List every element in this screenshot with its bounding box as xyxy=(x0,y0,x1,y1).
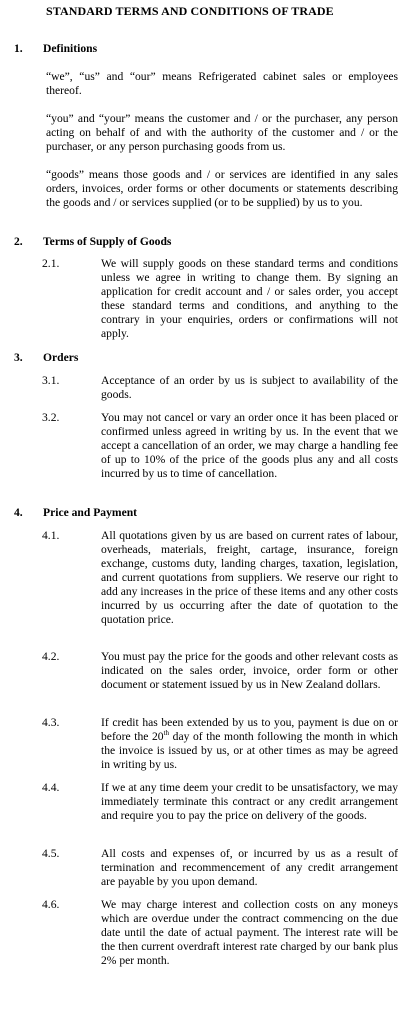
ordinal-suffix: th xyxy=(163,729,170,738)
clause-text: Acceptance of an order by us is subject to availability of the goods. xyxy=(101,374,398,401)
clause-number: 3.2. xyxy=(42,411,60,424)
clause-text: If we at any time deem your credit to be unsatisfactory, we may immediately terminate this contract or any credit arrangement and require you to pay the price on delivery of the goods. xyxy=(101,781,398,822)
clause-number: 3.1. xyxy=(42,374,60,387)
section-number: 2. xyxy=(14,235,23,248)
clause-text: You must pay the price for the goods and other relevant costs as indicated on the sales order, invoice, order form or other document or statement issued by us in New Zealand dollars. xyxy=(101,650,398,691)
clause-text: We will supply goods on these standard terms and conditions unless we agree in writing to change them. By signing an application for credit account and / or sales order, you accept these standard terms and conditions, and anything to the contrary in your enquiries, orders or confirmations will not apply. xyxy=(101,257,398,340)
clause-number: 4.1. xyxy=(42,529,60,542)
section-number: 1. xyxy=(14,42,23,55)
clause-text-part: If credit has been extended by us to you, payment is due on or before the 20 xyxy=(101,716,398,743)
clause-number: 4.5. xyxy=(42,847,60,860)
clause-text-part: day of the month following the month in which the invoice is issued by us, or at other times as may be agreed in writing by us. xyxy=(101,730,398,771)
document-title: STANDARD TERMS AND CONDITIONS OF TRADE xyxy=(46,4,334,18)
clause-text: All quotations given by us are based on current rates of labour, overheads, materials, freight, cartage, insurance, foreign exchange, customs duty, landing charges, taxation, legislation, and current quotations from suppliers. We reserve our right to add any increases in the price of these items and any other costs incurred by us occurring after the date of quotation to the quotation price. xyxy=(101,529,398,626)
section-number: 4. xyxy=(14,506,23,519)
section-title: Definitions xyxy=(43,42,98,55)
clause-text: You may not cancel or vary an order once it has been placed or confirmed unless agreed in writing by us. In the event that we accept a cancellation of an order, we may charge a handling fee of up to 10% of the price of the goods plus any and all costs incurred by us to time of cancellation. xyxy=(101,411,398,480)
clause-number: 4.2. xyxy=(42,650,60,663)
section-title: Price and Payment xyxy=(43,506,138,519)
clause-text xyxy=(101,716,398,772)
clause-number: 4.6. xyxy=(42,898,60,911)
clause-number: 4.3. xyxy=(42,716,60,729)
section-number: 3. xyxy=(14,351,23,364)
clause-text: We may charge interest and collection costs on any moneys which are overdue under the contract commencing on the due date until the date of actual payment. The interest rate will be the then current overdraft interest rate charged by our bank plus 2% per month. xyxy=(101,898,398,967)
clause-number: 4.4. xyxy=(42,781,60,794)
clause-text: All costs and expenses of, or incurred by us as a result of termination and recommencement of any credit arrangement are payable by you upon demand. xyxy=(101,847,398,888)
section-title: Orders xyxy=(43,351,79,364)
definition-goods-paragraph: “goods” means those goods and / or services are identified in any sales orders, invoices, order forms or other documents or statements describing the goods and / or services supplied (or to be supplied) by us to you. xyxy=(46,168,398,209)
clause-number: 2.1. xyxy=(42,257,60,270)
definition-we-paragraph: “we”, “us” and “our” means Refrigerated cabinet sales or employees thereof. xyxy=(46,70,398,97)
definition-you-paragraph: “you” and “your” means the customer and / or the purchaser, any person acting on behalf of and with the authority of the customer and / or the purchaser, or any person purchasing goods from us. xyxy=(46,112,398,153)
section-title: Terms of Supply of Goods xyxy=(43,235,172,248)
